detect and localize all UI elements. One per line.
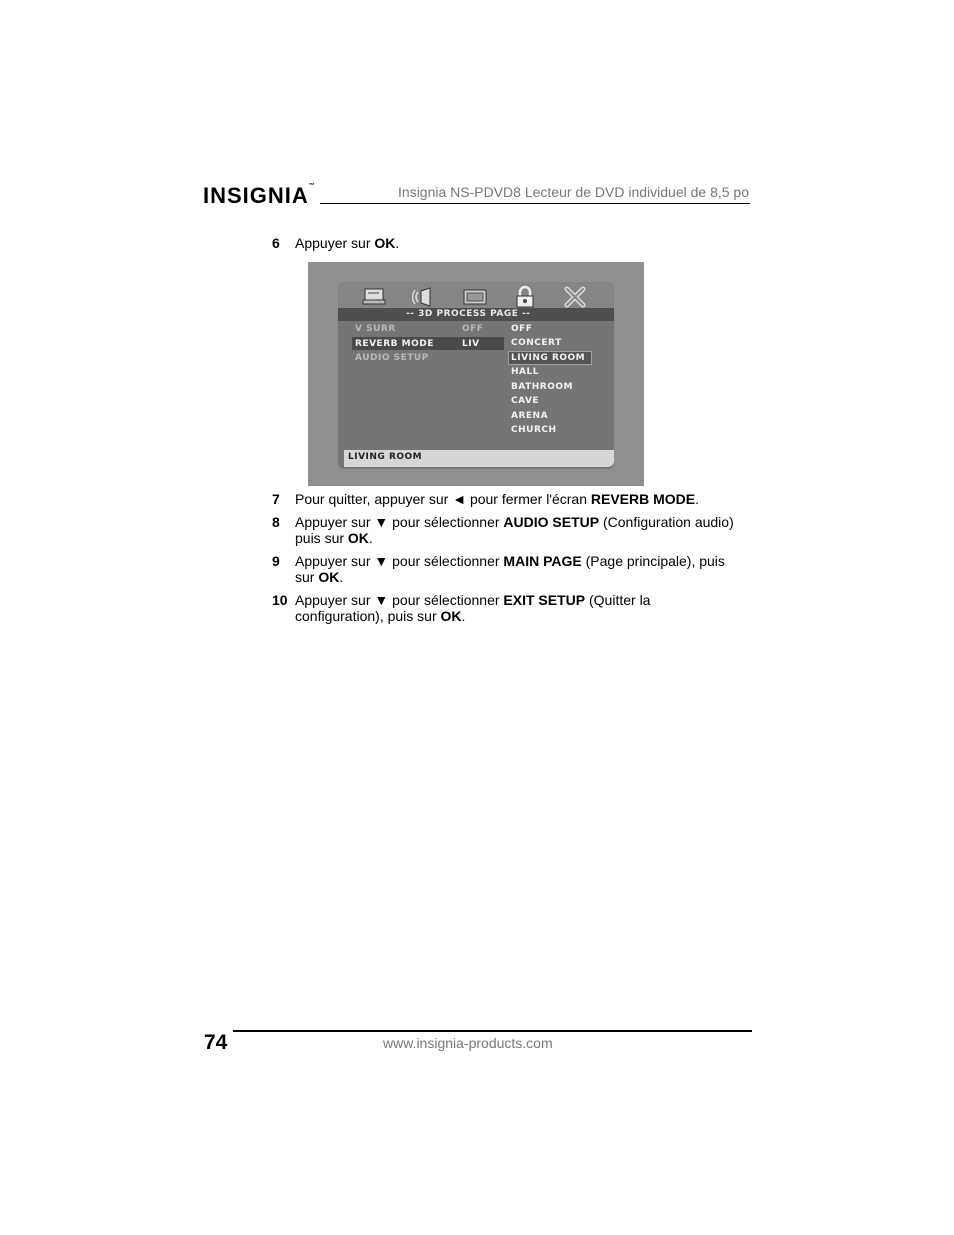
header-rule xyxy=(320,203,750,204)
menu-item-v-surr[interactable]: V SURR xyxy=(355,324,396,334)
footer-rule xyxy=(233,1030,752,1032)
osd-page-title: -- 3D PROCESS PAGE -- xyxy=(406,309,531,319)
menu-item-audio-setup[interactable]: AUDIO SETUP xyxy=(355,353,429,363)
menu-value-v-surr: OFF xyxy=(462,324,484,334)
option-bathroom[interactable]: BATHROOM xyxy=(511,382,573,392)
header-title: Insignia NS-PDVD8 Lecteur de DVD individuel de 8,5 po xyxy=(398,184,749,200)
option-cave[interactable]: CAVE xyxy=(511,396,540,406)
video-setup-icon xyxy=(462,285,488,309)
option-church[interactable]: CHURCH xyxy=(511,425,557,435)
footer-url: www.insignia-products.com xyxy=(383,1035,553,1051)
audio-setup-icon xyxy=(412,285,438,309)
option-arena[interactable]: ARENA xyxy=(511,411,549,421)
osd-screenshot xyxy=(308,262,644,486)
page-number: 74 xyxy=(204,1031,228,1054)
option-off[interactable]: OFF xyxy=(511,324,533,334)
lock-icon xyxy=(512,285,538,309)
system-setup-icon xyxy=(362,285,388,309)
option-concert[interactable]: CONCERT xyxy=(511,338,562,348)
osd-panel xyxy=(338,282,614,469)
menu-item-reverb-mode[interactable]: REVERB MODE xyxy=(355,339,434,349)
osd-status-text: LIVING ROOM xyxy=(348,452,423,462)
exit-icon xyxy=(562,285,588,309)
option-living-room[interactable]: LIVING ROOM xyxy=(511,353,586,363)
osd-status-bar xyxy=(344,450,614,467)
menu-value-reverb-mode: LIV xyxy=(462,339,480,349)
option-hall[interactable]: HALL xyxy=(511,367,539,377)
insignia-logo: INSIGNIA™ xyxy=(203,183,316,208)
